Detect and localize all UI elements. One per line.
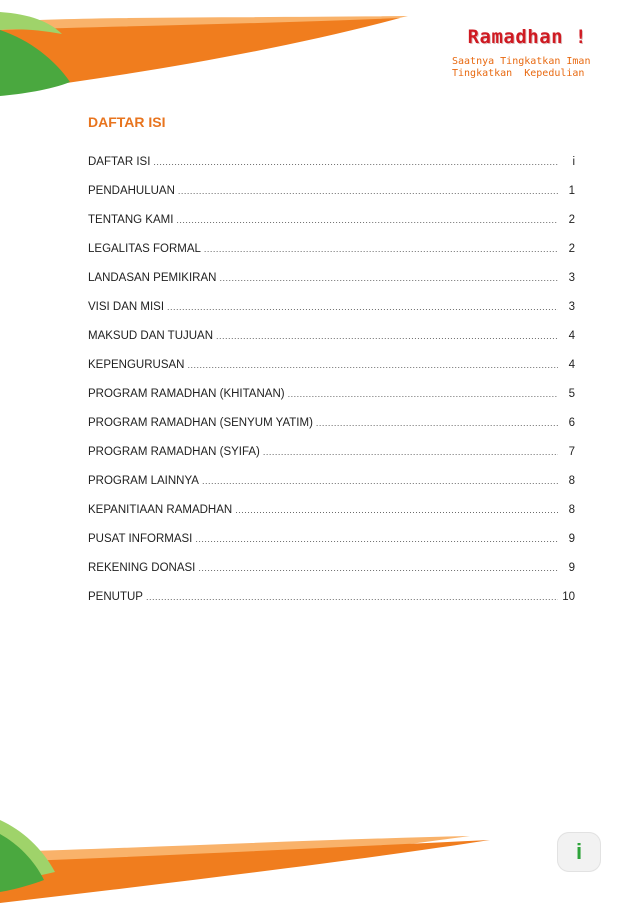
toc-entry[interactable] bbox=[88, 388, 575, 417]
toc-entry[interactable] bbox=[88, 562, 575, 591]
toc-entry[interactable] bbox=[88, 446, 575, 475]
toc-dot-leader bbox=[216, 331, 558, 341]
toc-entry-page: 1 bbox=[568, 185, 575, 197]
toc-dot-leader bbox=[204, 244, 558, 254]
toc-dot-leader bbox=[195, 534, 558, 544]
toc-entry-label: LANDASAN PEMIKIRAN bbox=[88, 272, 217, 284]
bottom-swoosh-decoration bbox=[0, 790, 638, 903]
brand-block bbox=[452, 26, 591, 80]
brand-tagline-line2: Tingkatkan Kepedulian bbox=[452, 68, 585, 79]
toc-dot-leader bbox=[176, 215, 558, 225]
toc-entry[interactable] bbox=[88, 417, 575, 446]
toc-entry-label: TENTANG KAMI bbox=[88, 214, 174, 226]
toc-entry-page: 4 bbox=[568, 330, 575, 342]
toc-dot-leader bbox=[153, 157, 558, 167]
toc-entry-label: KEPENGURUSAN bbox=[88, 359, 185, 371]
toc-dot-leader bbox=[167, 302, 558, 312]
toc-entry-label: PROGRAM RAMADHAN (SENYUM YATIM) bbox=[88, 417, 313, 429]
toc-dot-leader bbox=[288, 389, 558, 399]
toc-entry-label: PUSAT INFORMASI bbox=[88, 533, 193, 545]
toc-entry-page: 10 bbox=[562, 591, 575, 603]
toc-entry-page: 3 bbox=[568, 272, 575, 284]
toc-entry-page: i bbox=[572, 156, 575, 168]
toc-entry[interactable] bbox=[88, 330, 575, 359]
toc-entry[interactable] bbox=[88, 591, 575, 620]
toc-entry-label: PROGRAM LAINNYA bbox=[88, 475, 199, 487]
toc-dot-leader bbox=[146, 592, 558, 602]
toc-entry[interactable] bbox=[88, 504, 575, 533]
toc-entry-label: KEPANITIAAN RAMADHAN bbox=[88, 504, 233, 516]
toc-dot-leader bbox=[198, 563, 558, 573]
toc-entry[interactable] bbox=[88, 475, 575, 504]
toc-entry-label: LEGALITAS FORMAL bbox=[88, 243, 201, 255]
toc-entry-page: 8 bbox=[568, 475, 575, 487]
toc-heading: DAFTAR ISI bbox=[88, 114, 166, 130]
toc-dot-leader bbox=[202, 476, 558, 486]
toc-list bbox=[88, 156, 575, 620]
brand-title: Ramadhan ! bbox=[467, 26, 587, 48]
toc-entry-page: 9 bbox=[568, 562, 575, 574]
toc-entry-label: MAKSUD DAN TUJUAN bbox=[88, 330, 214, 342]
toc-entry-label: PENDAHULUAN bbox=[88, 185, 175, 197]
toc-dot-leader bbox=[235, 505, 558, 515]
toc-entry-page: 9 bbox=[568, 533, 575, 545]
toc-entry-page: 6 bbox=[568, 417, 575, 429]
toc-entry-page: 2 bbox=[568, 243, 575, 255]
toc-entry[interactable] bbox=[88, 156, 575, 185]
toc-entry[interactable] bbox=[88, 301, 575, 330]
toc-entry-label: DAFTAR ISI bbox=[88, 156, 151, 168]
toc-dot-leader bbox=[316, 418, 558, 428]
toc-entry-page: 3 bbox=[568, 301, 575, 313]
toc-dot-leader bbox=[263, 447, 558, 457]
toc-entry-label: VISI DAN MISI bbox=[88, 301, 165, 313]
toc-entry-label: PENUTUP bbox=[88, 591, 143, 603]
toc-dot-leader bbox=[219, 273, 558, 283]
toc-entry-label: PROGRAM RAMADHAN (KHITANAN) bbox=[88, 388, 285, 400]
toc-entry[interactable] bbox=[88, 272, 575, 301]
toc-entry-label: PROGRAM RAMADHAN (SYIFA) bbox=[88, 446, 260, 458]
toc-entry-page: 5 bbox=[568, 388, 575, 400]
toc-entry-page: 4 bbox=[568, 359, 575, 371]
toc-dot-leader bbox=[188, 360, 559, 370]
toc-entry-page: 2 bbox=[568, 214, 575, 226]
toc-entry[interactable] bbox=[88, 533, 575, 562]
toc-entry[interactable] bbox=[88, 243, 575, 272]
page-number-badge: i bbox=[557, 832, 601, 872]
toc-entry-page: 8 bbox=[568, 504, 575, 516]
toc-entry-label: REKENING DONASI bbox=[88, 562, 196, 574]
brand-tagline-line1: Saatnya Tingkatkan Iman bbox=[452, 56, 591, 67]
toc-entry[interactable] bbox=[88, 359, 575, 388]
toc-entry-page: 7 bbox=[568, 446, 575, 458]
toc-entry[interactable] bbox=[88, 185, 575, 214]
toc-dot-leader bbox=[178, 186, 558, 196]
toc-entry[interactable] bbox=[88, 214, 575, 243]
